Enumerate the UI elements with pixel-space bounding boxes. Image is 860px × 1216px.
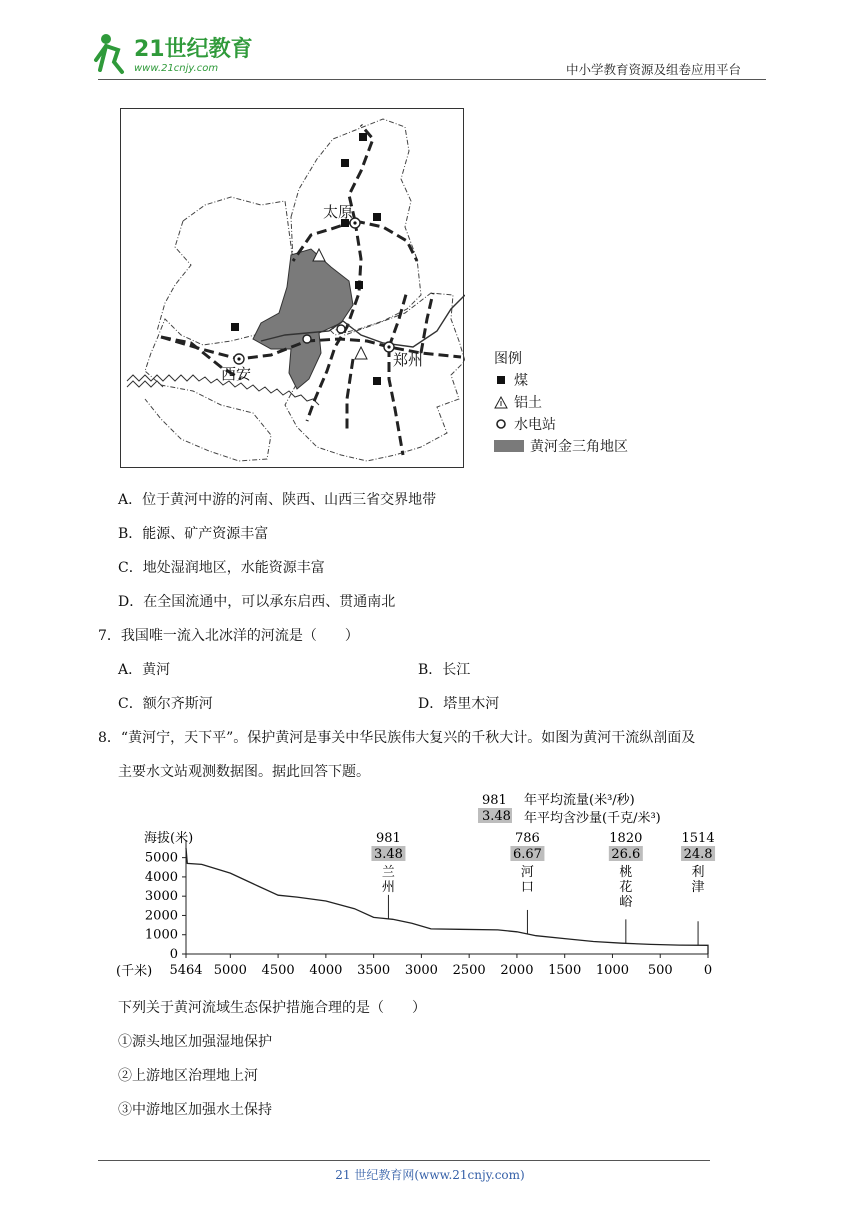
- header-platform-text: 中小学教育资源及组卷应用平台: [566, 62, 742, 77]
- map-legend: [494, 347, 628, 457]
- x-tick-label: 5000: [213, 963, 247, 978]
- logo-title: 21世纪教育: [134, 37, 253, 62]
- footer-divider: [98, 1160, 710, 1161]
- chart-x-axis-label: (千米): [116, 964, 153, 979]
- station-name-char: 津: [691, 880, 705, 895]
- legend-item-hydropower: 水电站: [494, 413, 628, 435]
- railway-south-branch: [347, 359, 353, 429]
- x-tick-label: 0: [703, 963, 713, 978]
- x-tick-label: 500: [647, 963, 673, 978]
- station-sand-value: 3.48: [373, 847, 403, 862]
- y-tick-label: 1000: [144, 927, 178, 943]
- bauxite-icon: [355, 347, 367, 359]
- y-tick-label: 4000: [144, 869, 178, 885]
- coal-icon: [231, 323, 239, 331]
- q7-stem: 7．我国唯一流入北冰洋的河流是（ ）: [98, 628, 359, 644]
- y-tick-label: 0: [169, 947, 178, 962]
- coal-icon: [341, 159, 349, 167]
- chart-y-axis-label: 海拔(米): [144, 831, 194, 846]
- legend-item-golden-triangle: 黄河金三角地区: [494, 435, 628, 457]
- chart-legend-sand-value: 3.48: [482, 809, 511, 824]
- q6-option-b: B．能源、矿产资源丰富: [118, 526, 269, 542]
- station-name-char: 州: [381, 880, 395, 895]
- q7-option-d: D．塔里木河: [418, 696, 500, 712]
- q8-stem-line2: 主要水文站观测数据图。据此回答下题。: [118, 764, 370, 780]
- legend-item-coal: 煤: [494, 369, 628, 391]
- x-tick-label: 2000: [500, 963, 534, 978]
- station-flow-value: 981: [376, 831, 401, 846]
- railway-east-branch: [421, 293, 433, 353]
- running-figure-icon: [96, 34, 122, 72]
- legend-title: 图例: [494, 351, 522, 367]
- q6-option-a: A．位于黄河中游的河南、陕西、山西三省交界地带: [118, 492, 437, 508]
- chart-legend-flow-label: 年平均流量(米³/秒): [524, 793, 635, 808]
- station-sand-value: 6.67: [512, 847, 542, 862]
- q8-stem-line1: 8．“黄河宁，天下平”。保护黄河是事关中华民族伟大复兴的千秋大计。如图为黄河干流纵剖面及: [98, 730, 696, 746]
- q7-option-c: C．额尔齐斯河: [118, 696, 213, 712]
- site-logo: [92, 30, 262, 80]
- q7-option-a: A．黄河: [118, 662, 171, 678]
- x-tick-label: 4000: [309, 963, 343, 978]
- station-sand-value: 24.8: [683, 847, 713, 862]
- railway-zhengzhou-north: [389, 291, 407, 347]
- chart-legend-flow-value: 981: [482, 793, 507, 808]
- x-tick-label: 3000: [404, 963, 438, 978]
- station-flow-value: 786: [515, 831, 540, 846]
- x-tick-label: 3500: [357, 963, 391, 978]
- hydropower-icon: [337, 325, 345, 333]
- station-sand-value: 26.6: [611, 847, 641, 862]
- station-name-char: 花: [619, 880, 633, 895]
- y-tick-label: 3000: [144, 889, 178, 905]
- x-tick-label: 2500: [452, 963, 486, 978]
- q7-option-b: B．长江: [418, 662, 471, 678]
- coal-icon: [494, 373, 508, 387]
- railway-taiyuan-east: [355, 221, 417, 261]
- shaded-area-icon: [494, 439, 524, 453]
- legend-item-bauxite: 铝土: [494, 391, 628, 413]
- hydropower-icon: [494, 417, 508, 431]
- y-tick-label: 2000: [144, 908, 178, 924]
- city-label-taiyuan: 太原: [323, 203, 354, 221]
- station-name-char: 峪: [619, 895, 633, 910]
- station-name-char: 口: [520, 880, 534, 895]
- header-divider: [98, 79, 766, 80]
- footer-text: 21 世纪教育网(www.21cnjy.com): [335, 1168, 525, 1182]
- q8-item-3: ③中游地区加强水土保持: [118, 1102, 272, 1118]
- logo-url: www.21cnjy.com: [134, 63, 219, 74]
- city-label-xian: 西安: [221, 365, 252, 383]
- q8-item-2: ②上游地区治理地上河: [118, 1068, 258, 1084]
- chart-marks: [186, 831, 715, 954]
- x-tick-label: 1000: [595, 963, 630, 978]
- q8-question: 下列关于黄河流域生态保护措施合理的是（ ）: [118, 1000, 426, 1016]
- coal-icon: [373, 377, 381, 385]
- station-flow-value: 1514: [681, 831, 715, 846]
- chart-legend-sand-label: 年平均含沙量(千克/米³): [524, 811, 661, 826]
- coal-icon: [355, 281, 363, 289]
- y-tick-label: 5000: [144, 850, 178, 866]
- q6-option-d: D．在全国流通中，可以承东启西、贯通南北: [118, 594, 396, 610]
- station-flow-value: 1820: [609, 831, 643, 846]
- station-name-char: 兰: [381, 865, 395, 880]
- city-label-zhengzhou: 郑州: [393, 351, 424, 369]
- bauxite-icon: [494, 395, 508, 409]
- station-name-char: 河: [520, 865, 534, 880]
- station-name-char: 利: [691, 865, 705, 880]
- q6-option-c: C．地处湿润地区，水能资源丰富: [118, 560, 325, 576]
- q8-item-1: ①源头地区加强湿地保护: [118, 1034, 272, 1050]
- x-tick-label: 4500: [261, 963, 295, 978]
- golden-triangle-area: [253, 249, 353, 389]
- x-tick-label: 1500: [548, 963, 582, 978]
- x-tick-label: 5464: [169, 963, 203, 978]
- hydropower-icon: [303, 335, 311, 343]
- yellow-river-profile-chart: [110, 788, 730, 983]
- coal-icon: [359, 133, 367, 141]
- coal-icon: [373, 213, 381, 221]
- yellow-river-triangle-map: [120, 108, 464, 468]
- station-name-char: 桃: [619, 865, 633, 880]
